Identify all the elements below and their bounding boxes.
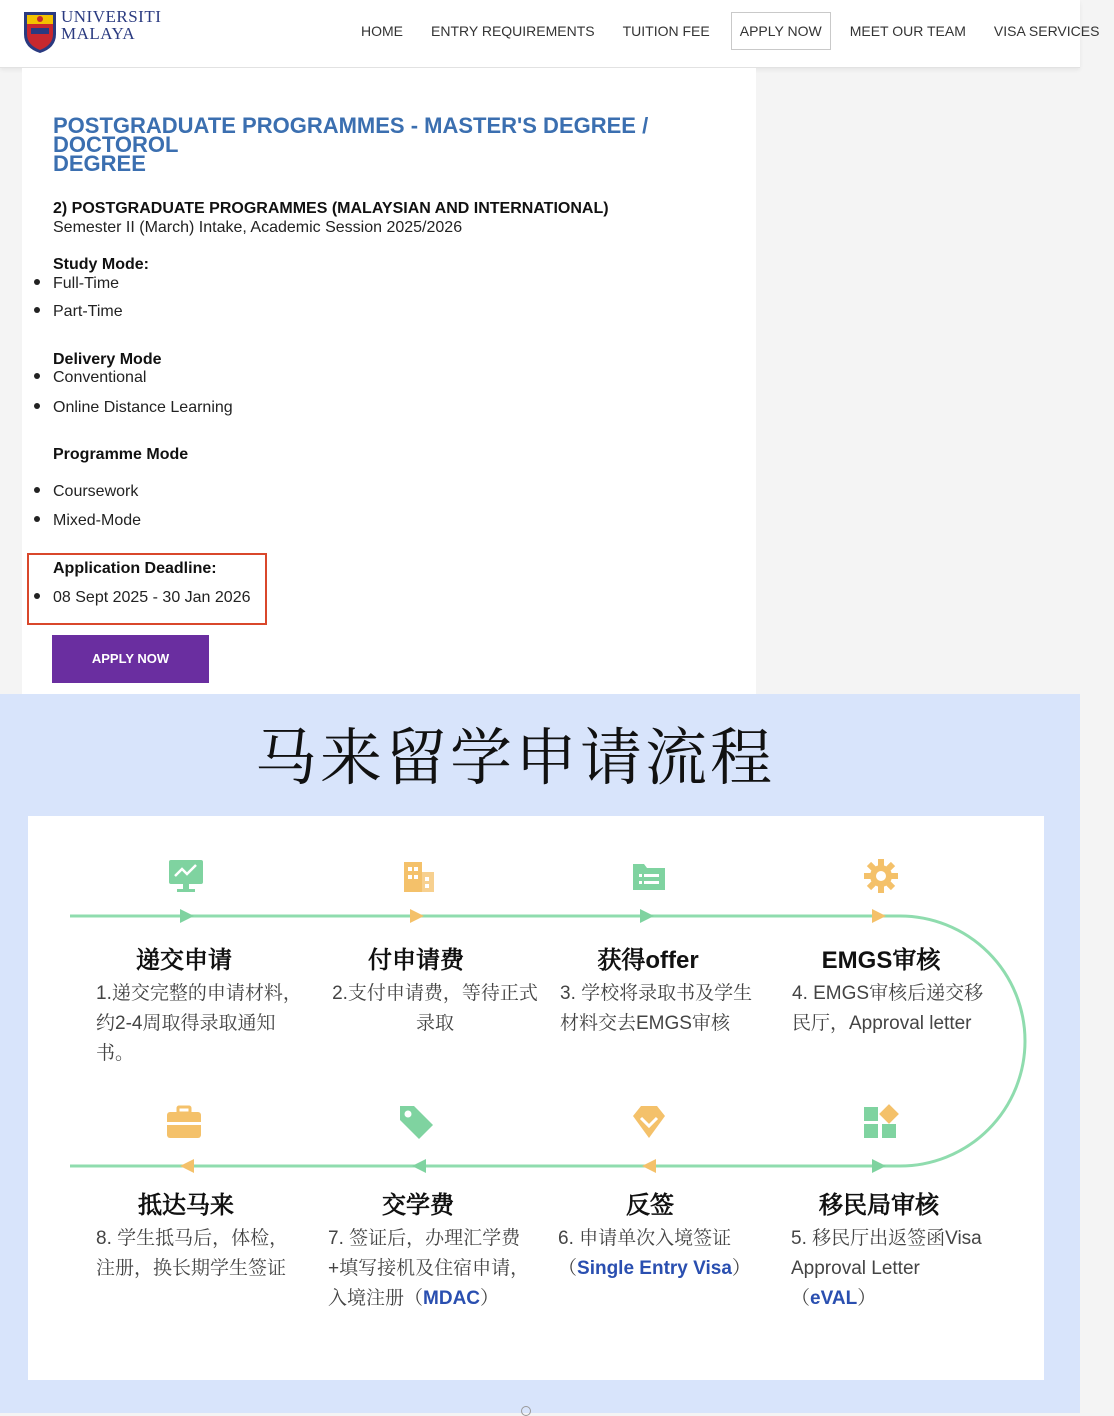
step-7-description-end: ） [480, 1288, 500, 1309]
step-2-title: 付申请费 [368, 947, 464, 974]
step-6-title: 反签 [626, 1192, 674, 1219]
step-5-description [791, 1224, 1001, 1314]
arrow-right-icon [872, 1159, 886, 1173]
study-mode-part-time: Part-Time [53, 303, 123, 320]
apply-now-button[interactable]: APPLY NOW [52, 635, 209, 683]
gear-icon [861, 856, 901, 896]
programme-mode-mixed: Mixed-Mode [53, 512, 142, 529]
page-title [53, 113, 733, 176]
step-7-title: 交学费 [382, 1192, 454, 1219]
main-nav [348, 12, 1114, 50]
section-heading: 2) POSTGRADUATE PROGRAMMES (MALAYSIAN AND INTERNATIONAL) [53, 200, 609, 217]
arrow-right-icon [410, 909, 424, 923]
nav-meet-our-team[interactable]: MEET OUR TEAM [849, 23, 966, 39]
step-2-description: 2.支付申请费，等待正式录取 [332, 983, 538, 1034]
list-item [34, 275, 119, 293]
step-5-highlight: eVAL [810, 1288, 858, 1309]
page-title-line-1: POSTGRADUATE PROGRAMMES - MASTER'S DEGREE / DOCTOROL [53, 113, 649, 157]
programme-mode-coursework: Coursework [53, 483, 139, 500]
step-3-title: 获得offer [597, 947, 699, 974]
monitor-icon [166, 856, 206, 896]
arrow-right-icon [640, 909, 654, 923]
application-process-panel [0, 694, 1080, 1413]
step-8-description: 8. 学生抵马后，体检，注册，换长期学生签证 [96, 1228, 289, 1279]
tag-icon [396, 1102, 436, 1142]
top-navbar [0, 0, 1100, 68]
list-item [34, 483, 138, 501]
university-brand[interactable] [61, 8, 161, 42]
building-icon [398, 856, 438, 896]
step-7-description-text: 7. 签证后，办理汇学费+填写接机及住宿申请，入境注册（ [328, 1228, 530, 1309]
list-item [34, 369, 146, 387]
bullet-dot [34, 487, 40, 493]
step-6-description-end: ） [731, 1258, 751, 1279]
nav-visa-services[interactable]: VISA SERVICES [993, 23, 1100, 39]
programme-content-card [22, 68, 756, 694]
list-item [34, 512, 141, 530]
arrow-right-icon [872, 909, 886, 923]
step-4-description: 4. EMGS审核后递交移民厅，Approval letter [792, 983, 984, 1034]
bullet-dot [34, 279, 40, 285]
university-crest-icon[interactable] [22, 8, 58, 54]
brand-line-2: MALAYA [61, 24, 136, 43]
nav-tuition-fee[interactable]: TUITION FEE [622, 23, 710, 39]
step-3-description: 3. 学校将录取书及学生材料交去EMGS审核 [560, 983, 753, 1034]
process-title: 马来留学申请流程 [254, 721, 775, 794]
delivery-mode-conventional: Conventional [53, 369, 147, 386]
bullet-dot [34, 307, 40, 313]
step-6-description-text: 6. 申请单次入境签证（ [558, 1228, 732, 1279]
arrow-left-icon [642, 1159, 656, 1173]
deadline-label: Application Deadline: [53, 560, 217, 577]
briefcase-icon [164, 1102, 204, 1142]
step-1-title: 递交申请 [136, 947, 232, 974]
brand-line-1: UNIVERSITI [61, 7, 162, 26]
step-5-description-end: ） [857, 1288, 877, 1309]
nav-apply-now[interactable]: APPLY NOW [731, 12, 831, 50]
deadline-value: 08 Sept 2025 - 30 Jan 2026 [53, 589, 251, 606]
process-flow-card [28, 816, 1044, 1380]
nav-home[interactable]: HOME [361, 23, 403, 39]
section-subheading: Semester II (March) Intake, Academic Session 2025/2026 [53, 219, 463, 236]
step-5-description-text: 5. 移民厅出返签函Visa Approval Letter [791, 1228, 982, 1279]
delivery-mode-odl: Online Distance Learning [53, 399, 233, 416]
study-mode-label: Study Mode: [53, 256, 149, 273]
nav-entry-requirements[interactable]: ENTRY REQUIREMENTS [431, 23, 595, 39]
step-8-title: 抵达马来 [138, 1192, 234, 1219]
step-5-description-open: （ [791, 1288, 811, 1309]
page-title-line-2: DEGREE [53, 151, 146, 176]
page-indicator-dot[interactable] [521, 1406, 531, 1416]
bullet-dot [34, 593, 40, 599]
bullet-dot [34, 373, 40, 379]
arrow-left-icon [180, 1159, 194, 1173]
bullet-dot [34, 516, 40, 522]
diamond-icon [629, 1102, 669, 1142]
delivery-mode-label: Delivery Mode [53, 351, 162, 368]
step-7-description [328, 1224, 538, 1314]
step-6-highlight: Single Entry Visa [577, 1258, 732, 1279]
list-item [34, 303, 123, 321]
step-5-title: 移民局审核 [819, 1192, 939, 1219]
step-4-title: EMGS审核 [821, 947, 941, 974]
arrow-left-icon [412, 1159, 426, 1173]
step-1-description: 1.递交完整的申请材料，约2-4周取得录取通知书。 [96, 983, 302, 1064]
folder-list-icon [629, 856, 669, 896]
programme-mode-label: Programme Mode [53, 446, 189, 463]
list-item [34, 589, 251, 607]
step-6-description [558, 1224, 758, 1284]
grid-icon [861, 1102, 901, 1142]
bullet-dot [34, 403, 40, 409]
arrow-right-icon [180, 909, 194, 923]
step-7-highlight: MDAC [423, 1288, 481, 1309]
list-item [34, 399, 233, 417]
study-mode-full-time: Full-Time [53, 275, 120, 292]
